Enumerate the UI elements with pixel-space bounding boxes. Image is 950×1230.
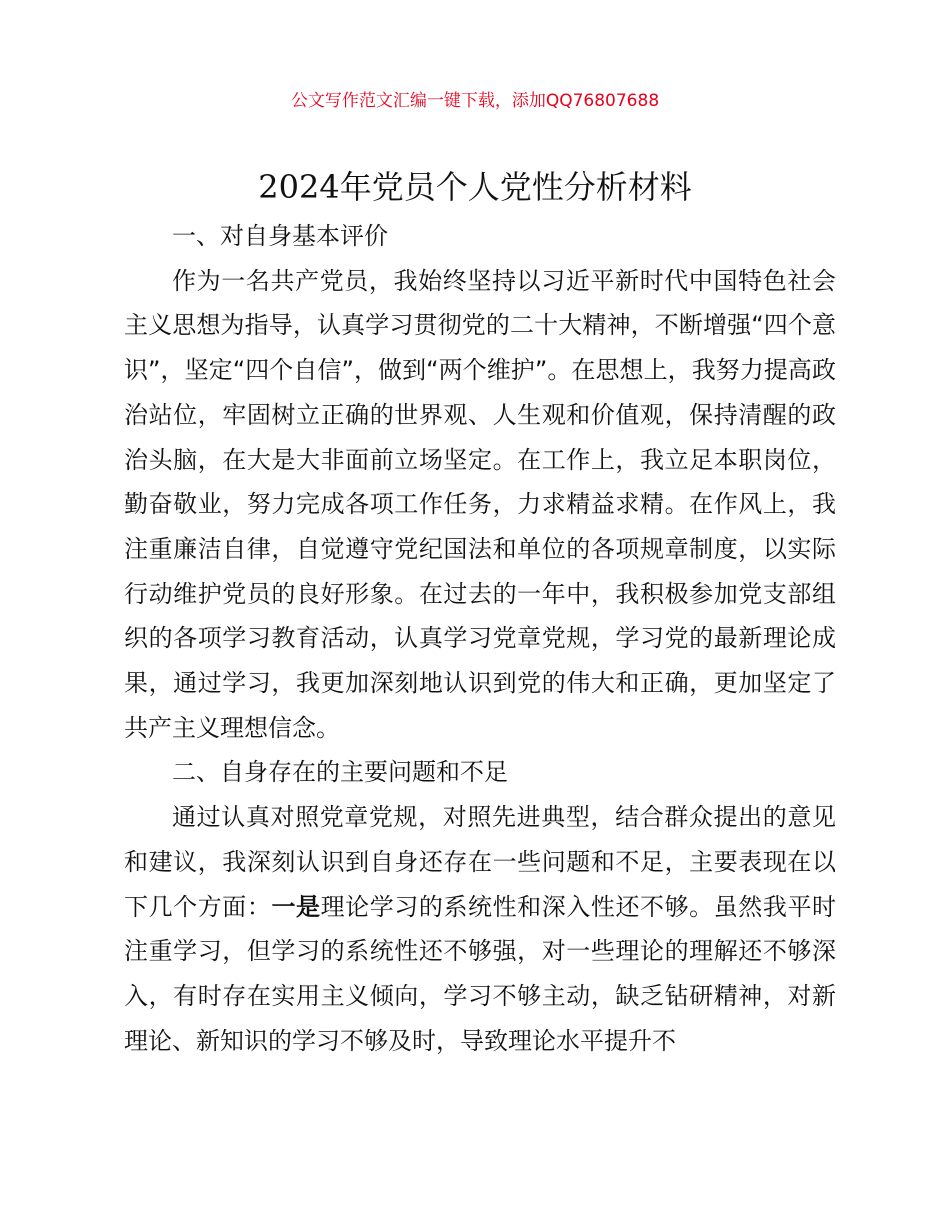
paragraph-bold-marker: 一是 — [271, 892, 321, 921]
section-paragraph-2 — [124, 795, 836, 1063]
paragraph-text-after: 理论学习的系统性和深入性还不够。虽然我平时注重学习，但学习的系统性还不够强，对一些理论的理解还不够深入，有时存在实用主义倾向，学习不够主动，缺乏钻研精神，对新理论、新知识的学习不够及时，导致理论水平提升不 — [124, 892, 837, 1055]
section-heading-2: 二、自身存在的主要问题和不足 — [172, 758, 508, 787]
document-title: 2024年党员个人党性分析材料 — [258, 168, 692, 206]
document-body — [124, 214, 836, 1063]
section-heading-1: 一、对自身基本评价 — [172, 222, 388, 250]
section-paragraph-1: 作为一名共产党员，我始终坚持以习近平新时代中国特色社会主义思想为指导，认真学习贯彻党的二十大精神，不断增强“四个意识”，坚定“四个自信”，做到“两个维护”。在思想上，我努力提高政治站位，牢固树立正确的世界观、人生观和价值观，保持清醒的政治头脑，在大是大非面前立场坚定。在工作上，我立足本职岗位，勤奋敬业，努力完成各项工作任务，力求精益求精。在作风上，我注重廉洁自律，自觉遵守党纪国法和单位的各项规章制度，以实际行动维护党员的良好形象。在过去的一年中，我积极参加党支部组织的各项学习教育活动，认真学习党章党规，学习党的最新理论成果，通过学习，我更加深刻地认识到党的伟大和正确，更加坚定了共产主义理想信念。 — [124, 266, 836, 742]
paragraph-text-before: 通过认真对照党章党规，对照先进典型，结合群众提出的意见和建议，我深刻认识到自身还存在一些问题和不足，主要表现在以下几个方面： — [124, 803, 836, 921]
download-banner: 公文写作范文汇编一键下载，添加QQ76807688 — [290, 91, 660, 111]
